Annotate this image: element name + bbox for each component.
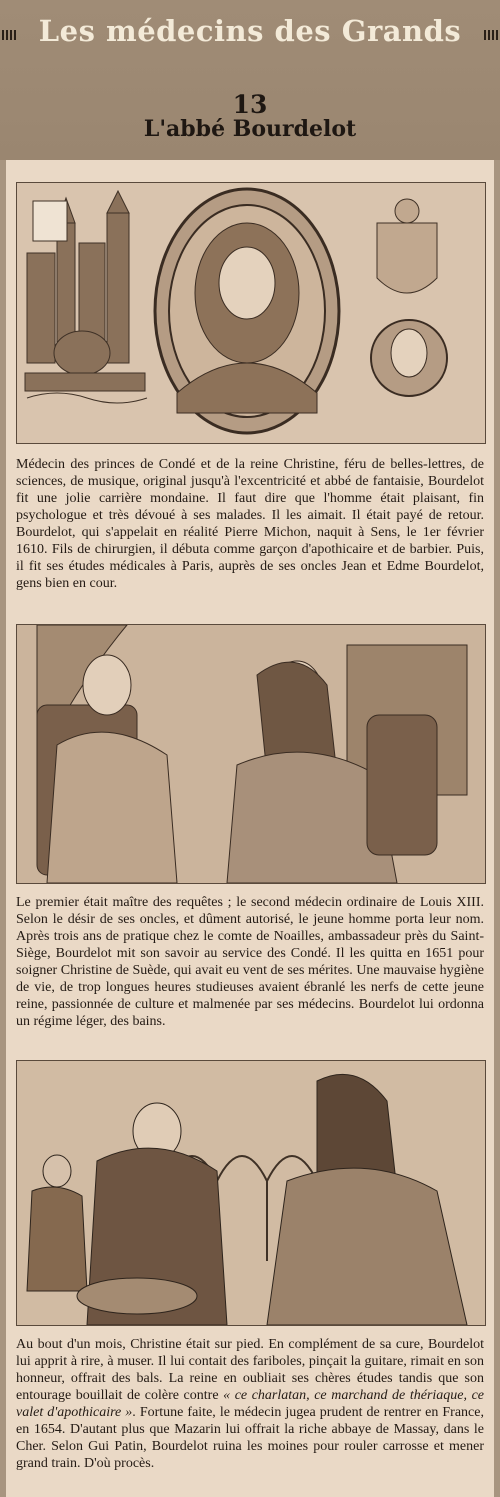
paragraph-2: Le premier était maître des requêtes ; le second médecin ordinaire de Louis XIII. Selon le désir de ses oncles, et dûment autorisé, le jeune homme porta leur nom. Après trois ans de pratique chez le comte de Noailles, ambassadeur près du Saint-Siège, Bourdelot mit son savoir au service des Condé. Il les quitta en 1651 pour soigner Christine de Suède, qui avait eu vent de ses mérites. Une mauvaise hygiène de vie, de trop longues heures studieuses avaient ébranlé les nerfs de cette jeune reine, passionnée de culture et malmenée par ses médecins. Bourdelot lui ordonna un régime léger, des bains.: [16, 895, 484, 1029]
comic-strip-paper: [6, 160, 494, 1497]
episode-title: L'abbé Bourdelot: [143, 116, 357, 142]
paragraph-3-quote: « ce charlatan, ce marchand de thériaque, ce valet d'apothicaire »: [16, 1388, 484, 1420]
paragraph-3-text: Au bout d'un mois, Christine était sur pied. En complément de sa cure, Bourdelot lui apprit à rire, à muser. Il lui contait des fariboles, pinçait la guitare, rimait en son honneur, offrait des bals. La reine en oubliait ses chères études tandis que son entourage bouillait de colère contre: [16, 1337, 484, 1403]
paragraph-3: [16, 1336, 484, 1472]
series-title: Les médecins des Grands: [38, 14, 462, 48]
illustration-conversation-panel: [16, 624, 486, 884]
illustration-portrait-panel: [16, 182, 486, 444]
episode-number: 13: [232, 90, 268, 119]
illustration-cloister-panel: [16, 1060, 486, 1326]
paragraph-1: Médecin des princes de Condé et de la reine Christine, féru de belles-lettres, de sciences, de musique, original jusqu'à l'excentricité et abbé de fantaisie, Bourdelot fit une jolie carrière mondaine. Il faut dire que l'homme était plaisant, fin psychologue et très dévoué à ses malades. Il les aimait. Il était payé de retour. Bourdelot, qui s'appelait en réalité Pierre Michon, naquit à Sens, le 1er février 1610. Fils de chirurgien, il débuta comme garçon d'apothicaire et de barbier. Puis, il fit ses études médicales à Paris, auprès de ses oncles Jean et Edme Bourdelot, gens bien en cour.: [16, 457, 484, 591]
paragraph-3-text-end: . Fortune faite, le médecin jugea prudent de rentrer en France, en 1654. D'autant plus que Mazarin lui offrait la riche abbaye de Massay, dans le Cher. Selon Gui Patin, Bourdelot ruina les moines pour rouler carrosse et mener grand train. D'où procès.: [16, 1405, 484, 1471]
